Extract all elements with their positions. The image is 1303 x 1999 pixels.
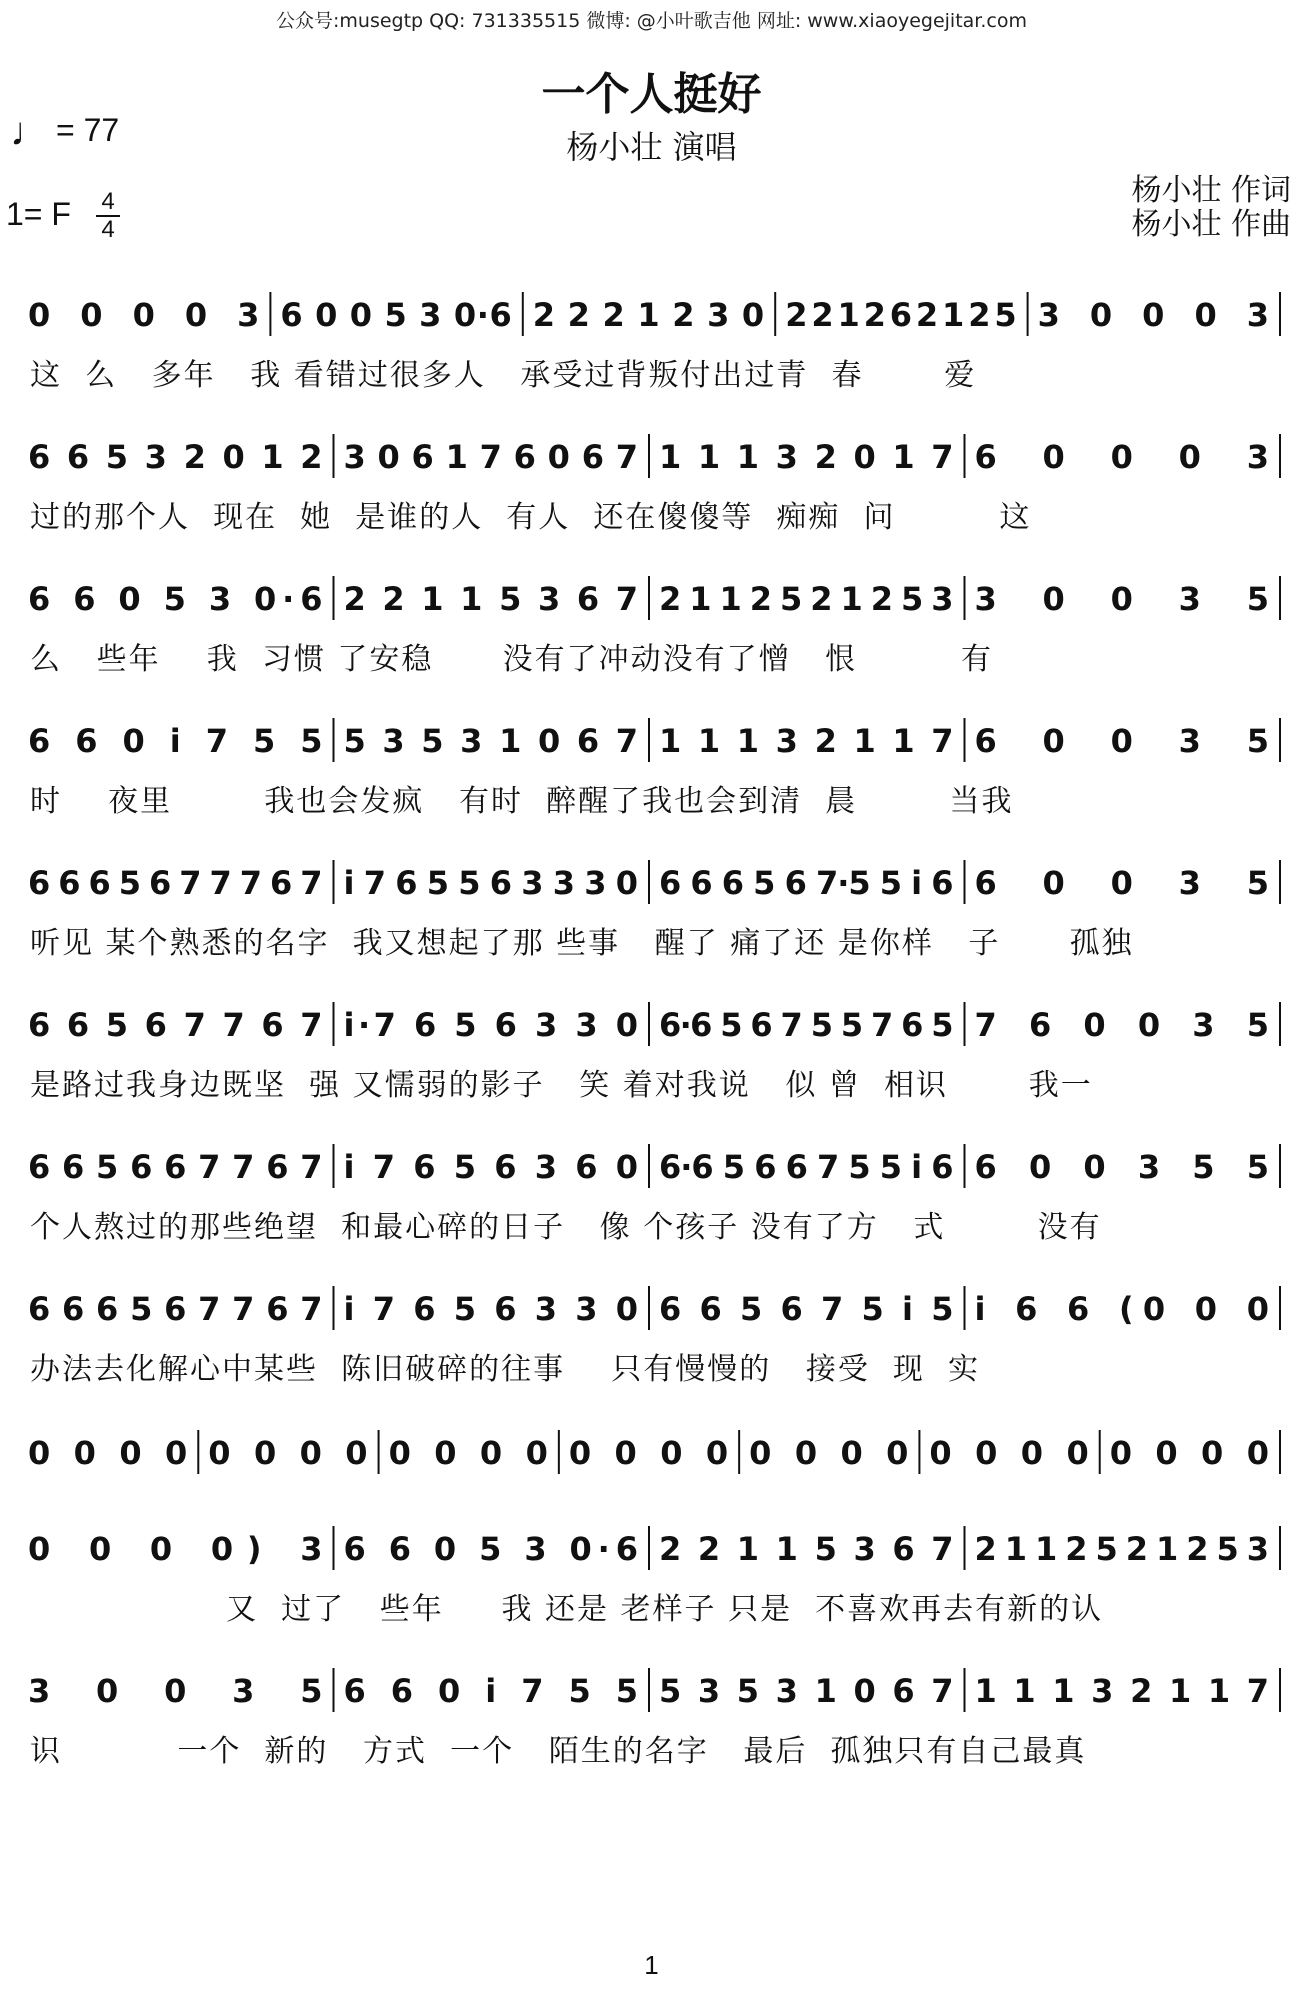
- measure-notes: 2 2 1 1 5 3 6 7: [343, 580, 639, 618]
- time-signature: [96, 190, 120, 242]
- measure-notes: 0 0 0 0: [388, 1434, 549, 1472]
- measure-notes: 2 2 1 1 5 3 6 7: [659, 1530, 955, 1568]
- measure-notes: 6 0 0 3 5 5: [974, 1148, 1270, 1186]
- measure-notes: 0 0 0 0: [568, 1434, 730, 1472]
- measure-notes: 2 1 1 2 5 2 1 2 5 3: [659, 580, 955, 618]
- score-system-notes: [22, 1428, 1284, 1478]
- measure-notes: 0 0 0 0: [208, 1434, 369, 1472]
- measure-notes: 6 0 0 3 5: [974, 722, 1270, 760]
- measure-notes: 2 2 1 2 6 2 1 2 5: [785, 296, 1018, 334]
- measure-notes: 2 2 2 1 2 3 0: [532, 296, 766, 334]
- score-system: [22, 1000, 1284, 1050]
- measure-notes: 6·6 5 6 6 7 5 5 i 6: [659, 1148, 955, 1186]
- score-system-notes: [22, 290, 1284, 340]
- lyric-line: 办法去化解心中某些 陈旧破碎的往事 只有慢慢的 接受 现 实: [30, 1352, 980, 1387]
- measure-notes: 1 1 1 3 2 1 1 7: [659, 722, 955, 760]
- measure-notes: 6 0 0 5 3 0·6: [280, 296, 513, 334]
- measure-notes: 3 0 0 3 5: [974, 580, 1270, 618]
- score-system: [22, 858, 1284, 908]
- score-system: [22, 1428, 1284, 1478]
- lyric-line: 又 过了 些年 我 还是 老样子 只是 不喜欢再去有新的认: [30, 1592, 1104, 1627]
- key-signature: 1= F: [6, 196, 71, 232]
- measure-notes: 3 0 0 0 3: [1037, 296, 1270, 334]
- tempo-value: = 77: [56, 112, 120, 148]
- measure-notes: 0 0 0 0 3: [28, 296, 261, 334]
- measure-notes: 0 0 0 0: [1109, 1434, 1270, 1472]
- measure-notes: i 7 6 5 6 3 6 0: [343, 1148, 639, 1186]
- measure-notes: 2 1 1 2 5 2 1 2 5 3: [974, 1530, 1270, 1568]
- lyric-line: 个人熬过的那些绝望 和最心碎的日子 像 个孩子 没有了方 式 没有: [30, 1210, 1102, 1245]
- lyric-line: 听见 某个熟悉的名字 我又想起了那 些事 醒了 痛了还 是你样 子 孤独: [30, 926, 1134, 961]
- measure-notes: 0 0 0 0) 3: [28, 1530, 324, 1568]
- score-system: [22, 1142, 1284, 1192]
- measure-notes: i 7 6 5 5 6 3 3 3 0: [343, 864, 639, 902]
- score-system: [22, 574, 1284, 624]
- measure-notes: 6 6 5 6 7 5 i 5: [659, 1290, 955, 1328]
- score-system-notes: [22, 574, 1284, 624]
- measure-notes: i 6 6 (0 0 0: [974, 1290, 1270, 1328]
- song-title: 一个人挺好: [541, 69, 762, 120]
- score-system-notes: [22, 1000, 1284, 1050]
- measure-notes: 6 6 6 5 6 7·5 5 i 6: [659, 864, 955, 902]
- measure-notes: i 7 6 5 6 3 3 0: [343, 1290, 639, 1328]
- measure-notes: 0 0 0 0: [749, 1434, 910, 1472]
- score-system: [22, 716, 1284, 766]
- measure-notes: 6 6 6 5 6 7 7 7 6 7: [28, 864, 324, 902]
- lyric-line: 过的那个人 现在 她 是谁的人 有人 还在傻傻等 痴痴 问 这: [30, 500, 1032, 535]
- measure-notes: 0 0 0 0: [28, 1434, 189, 1472]
- score-system: [22, 1524, 1284, 1574]
- score-system-notes: [22, 716, 1284, 766]
- measure-notes: 6 6 5 6 6 7 7 6 7: [28, 1148, 324, 1186]
- performer-line: 杨小壮 演唱: [566, 128, 737, 166]
- measure-notes: i·7 6 5 6 3 3 0: [343, 1006, 639, 1044]
- score-system-notes: [22, 1666, 1284, 1716]
- measure-notes: 5 3 5 3 1 0 6 7: [343, 722, 639, 760]
- quarter-note-icon: ♩: [10, 110, 50, 154]
- lyricist-credit: 杨小壮 作词: [1131, 173, 1291, 208]
- lyric-line: 时 夜里 我也会发疯 有时 醉醒了我也会到清 晨 当我: [30, 784, 1014, 819]
- measure-notes: 6 0 0 3 5: [974, 864, 1270, 902]
- measure-notes: 6 6 5 3 2 0 1 2: [28, 438, 324, 476]
- score-system-notes: [22, 858, 1284, 908]
- measure-notes: 6 6 0 i 7 5 5: [343, 1672, 639, 1710]
- score-system: [22, 1666, 1284, 1716]
- measure-notes: 3 0 0 3 5: [28, 1672, 324, 1710]
- tempo-marking: [10, 110, 119, 155]
- score-system-notes: [22, 1142, 1284, 1192]
- score-system-notes: [22, 1524, 1284, 1574]
- measure-notes: 6·6 5 6 7 5 5 7 6 5: [659, 1006, 955, 1044]
- composer-credit: 杨小壮 作曲: [1131, 207, 1291, 242]
- lyric-line: 是路过我身边既坚 强 又懦弱的影子 笑 着对我说 似 曾 相识 我一: [30, 1068, 1093, 1103]
- measure-notes: 5 3 5 3 1 0 6 7: [659, 1672, 955, 1710]
- page-number: 1: [644, 1950, 659, 1980]
- score-system-notes: [22, 1284, 1284, 1334]
- measure-notes: 0 0 0 0: [929, 1434, 1090, 1472]
- measure-notes: 6 6 5 6 7 7 6 7: [28, 1006, 324, 1044]
- time-signature-bottom: 4: [101, 216, 115, 243]
- measure-notes: 6 6 6 5 6 7 7 6 7: [28, 1290, 324, 1328]
- measure-notes: 7 6 0 0 3 5: [974, 1006, 1270, 1044]
- score-system-notes: [22, 432, 1284, 482]
- measure-notes: 6 6 0 5 3 0·6: [28, 580, 324, 618]
- credits: [1131, 174, 1291, 242]
- time-signature-top: 4: [101, 188, 115, 215]
- lyric-line: 这 么 多年 我 看错过很多人 承受过背叛付出过青 春 爱: [30, 358, 977, 393]
- score-system: [22, 1284, 1284, 1334]
- score-system: [22, 290, 1284, 340]
- measure-notes: 6 6 0 i 7 5 5: [28, 722, 324, 760]
- measure-notes: 1 1 1 3 2 1 1 7: [974, 1672, 1270, 1710]
- lyric-line: 识 一个 新的 方式 一个 陌生的名字 最后 孤独只有自己最真: [30, 1734, 1087, 1769]
- measure-notes: 6 0 0 0 3: [974, 438, 1270, 476]
- lyric-line: 么 些年 我 习惯 了安稳 没有了冲动没有了憎 恨 有: [30, 642, 994, 677]
- measure-notes: 6 6 0 5 3 0·6: [343, 1530, 639, 1568]
- measure-notes: 1 1 1 3 2 0 1 7: [659, 438, 955, 476]
- measure-notes: 3 0 6 1 7 6 0 6 7: [343, 438, 639, 476]
- score-system: [22, 432, 1284, 482]
- contact-header: 公众号:musegtp QQ: 731335515 微博: @小叶歌吉他 网址: www.xiaoyegejitar.com: [276, 10, 1027, 32]
